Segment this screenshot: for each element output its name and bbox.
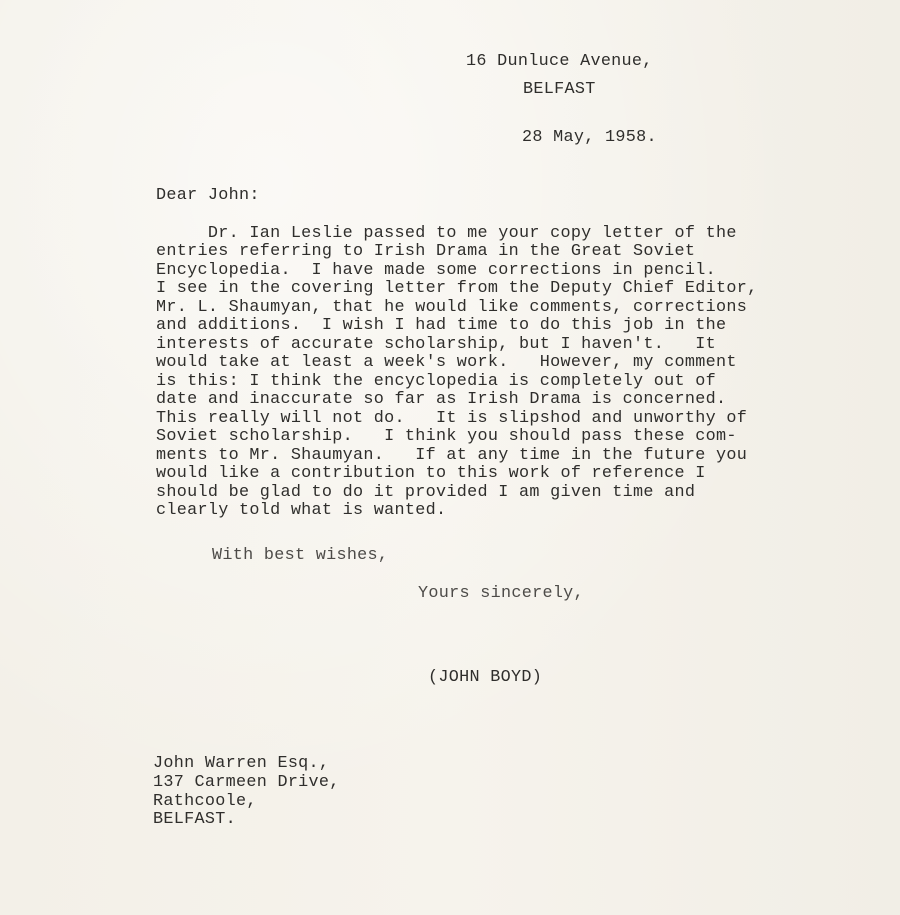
body-line: Mr. L. Shaumyan, that he would like comments, corrections <box>156 298 748 317</box>
recipient-line: BELFAST. <box>153 810 236 829</box>
body-line: ments to Mr. Shaumyan. If at any time in the future you <box>156 446 748 465</box>
recipient-line: Rathcoole, <box>153 792 257 811</box>
letter-date: 28 May, 1958. <box>522 128 657 147</box>
closing-wishes: With best wishes, <box>212 546 389 565</box>
body-line: should be glad to do it provided I am given time and <box>156 483 696 502</box>
sender-address-city: BELFAST <box>523 80 596 99</box>
recipient-line: 137 Carmeen Drive, <box>153 773 340 792</box>
body-line: This really will not do. It is slipshod and unworthy of <box>156 409 748 428</box>
sign-off: Yours sincerely, <box>418 584 584 603</box>
body-line: date and inaccurate so far as Irish Drama is concerned. <box>156 390 727 409</box>
sender-address-street: 16 Dunluce Avenue, <box>466 52 653 71</box>
body-line: and additions. I wish I had time to do this job in the <box>156 316 727 335</box>
body-line: clearly told what is wanted. <box>156 501 447 520</box>
body-line: Soviet scholarship. I think you should pass these com- <box>156 427 737 446</box>
body-line: is this: I think the encyclopedia is completely out of <box>156 372 717 391</box>
body-line: I see in the covering letter from the Deputy Chief Editor, <box>156 279 758 298</box>
body-line: interests of accurate scholarship, but I haven't. It <box>156 335 717 354</box>
body-line: entries referring to Irish Drama in the Great Soviet <box>156 242 696 261</box>
signature-name: (JOHN BOYD) <box>428 668 543 687</box>
body-line: Encyclopedia. I have made some corrections in pencil. <box>156 261 717 280</box>
recipient-line: John Warren Esq., <box>153 754 330 773</box>
body-line: would take at least a week's work. However, my comment <box>156 353 737 372</box>
body-line: would like a contribution to this work of reference I <box>156 464 706 483</box>
salutation: Dear John: <box>156 186 260 205</box>
body-line: Dr. Ian Leslie passed to me your copy letter of the <box>156 224 737 243</box>
